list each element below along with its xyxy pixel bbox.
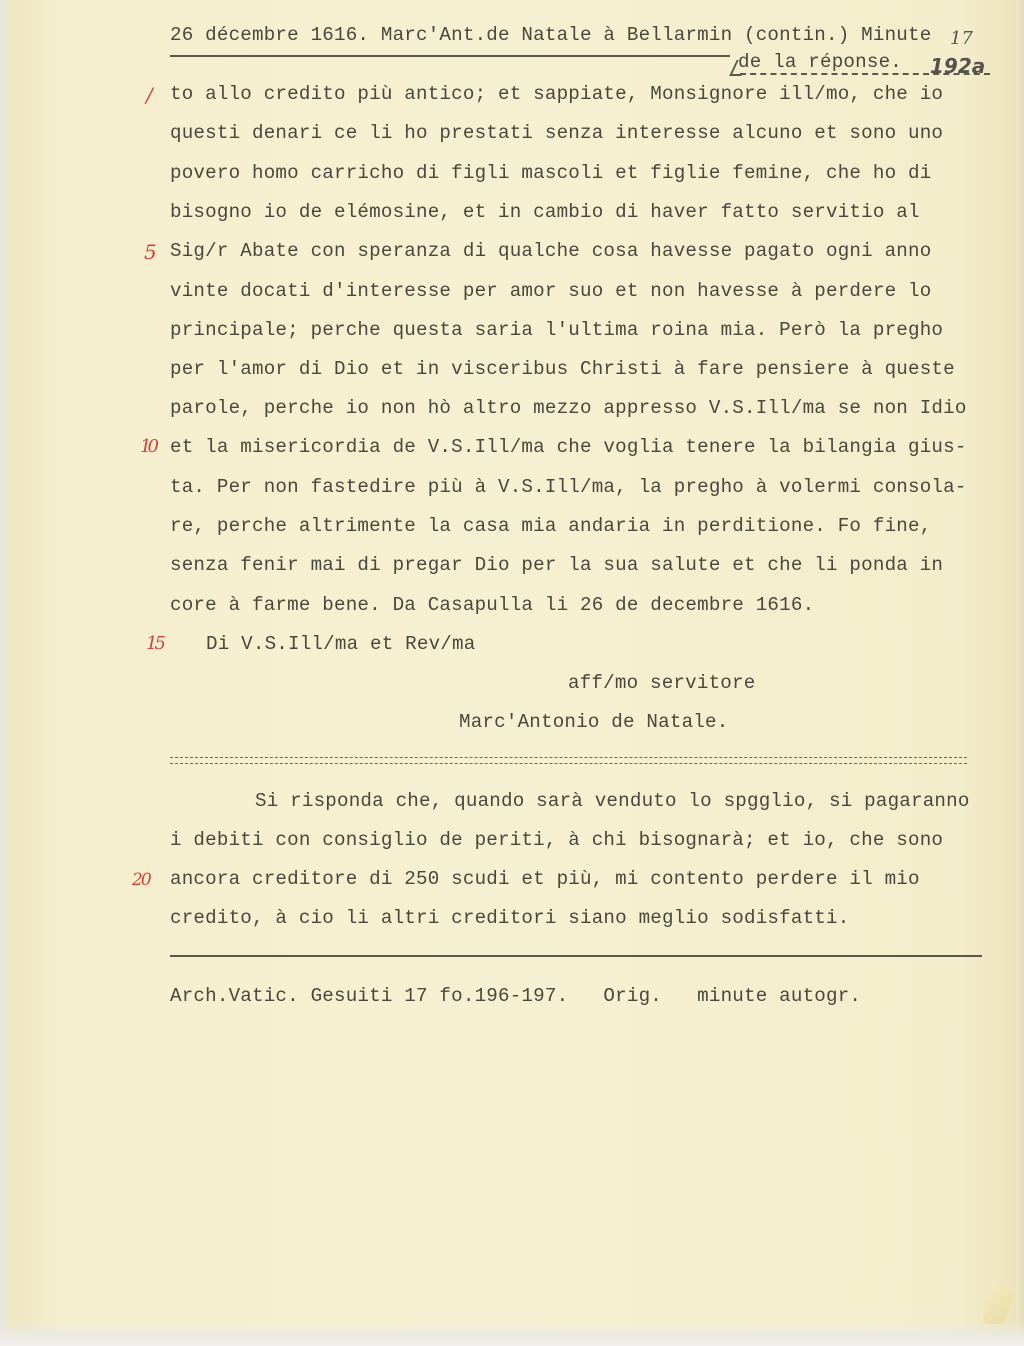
letter-line: questi denari ce li ho prestati senza interesse alcuno et sono uno bbox=[170, 122, 944, 144]
letter-line: povero homo carricho di figli mascoli et figlie femine, che ho di bbox=[170, 162, 932, 184]
scan-right-edge bbox=[1016, 0, 1024, 1346]
margin-number-1: / bbox=[146, 83, 153, 107]
scan-bottom-edge bbox=[0, 1322, 1024, 1346]
folio-handwritten-number: 17 bbox=[950, 28, 973, 49]
letter-line: principale; perche questa saria l'ultima roina mia. Però la pregho bbox=[170, 319, 944, 341]
letter-line: bisogno io de elémosine, et in cambio di haver fatto servitio al bbox=[170, 201, 920, 223]
letter-line: vinte docati d'interesse per amor suo et non havesse à perdere lo bbox=[170, 280, 932, 302]
margin-number-15: 15 bbox=[146, 633, 163, 654]
letter-line: senza fenir mai di pregar Dio per la sua salute et che li ponda in bbox=[170, 554, 944, 576]
letter-line: to allo credito più antico; et sappiate, Monsignore ill/mo, che io bbox=[170, 83, 944, 105]
source-citation: Arch.Vatic. Gesuiti 17 fo.196-197. Orig. minute autogr. bbox=[170, 985, 862, 1007]
letter-line: Sig/r Abate con speranza di qualche cosa havesse pagato ogni anno bbox=[170, 240, 932, 262]
letter-line: per l'amor di Dio et in visceribus Christi à fare pensiere à queste bbox=[170, 358, 955, 380]
reply-line: Si risponda che, quando sarà venduto lo spgglio, si pagaranno bbox=[255, 790, 970, 812]
letter-line: core à farme bene. Da Casapulla li 26 de decembre 1616. bbox=[170, 594, 815, 616]
folio-number: 192a bbox=[930, 54, 986, 78]
header-subtitle: de la réponse. bbox=[738, 51, 903, 73]
letter-line: ta. Per non fastedire più à V.S.Ill/ma, la pregho à volermi consola- bbox=[170, 476, 967, 498]
reply-line: ancora creditore di 250 scudi et più, mi contento perdere il mio bbox=[170, 868, 920, 890]
margin-number-10: 10 bbox=[140, 436, 155, 457]
scan-left-edge bbox=[0, 0, 8, 1346]
letter-closing: Di V.S.Ill/ma et Rev/ma bbox=[206, 633, 476, 655]
signature-title: aff/mo servitore bbox=[568, 672, 756, 694]
letter-line: parole, perche io non hò altro mezzo appresso V.S.Ill/ma se non Idio bbox=[170, 397, 967, 419]
margin-number-20: 20 bbox=[132, 870, 150, 890]
letter-line: et la misericordia de V.S.Ill/ma che voglia tenere la bilangia gius- bbox=[170, 436, 967, 458]
margin-number-5: 5 bbox=[144, 240, 157, 264]
reply-line: credito, à cio li altri creditori siano meglio sodisfatti. bbox=[170, 907, 850, 929]
footer-rule bbox=[170, 955, 982, 957]
section-separator bbox=[170, 757, 967, 764]
letter-line: re, perche altrimente la casa mia andaria in perditione. Fo fine, bbox=[170, 515, 932, 537]
header-underline bbox=[170, 55, 730, 57]
header-title: 26 décembre 1616. Marc'Ant.de Natale à Bellarmin (contin.) Minute bbox=[170, 24, 932, 46]
signature-name: Marc'Antonio de Natale. bbox=[459, 711, 729, 733]
reply-line: i debiti con consiglio de periti, à chi bisognarà; et io, che sono bbox=[170, 829, 944, 851]
